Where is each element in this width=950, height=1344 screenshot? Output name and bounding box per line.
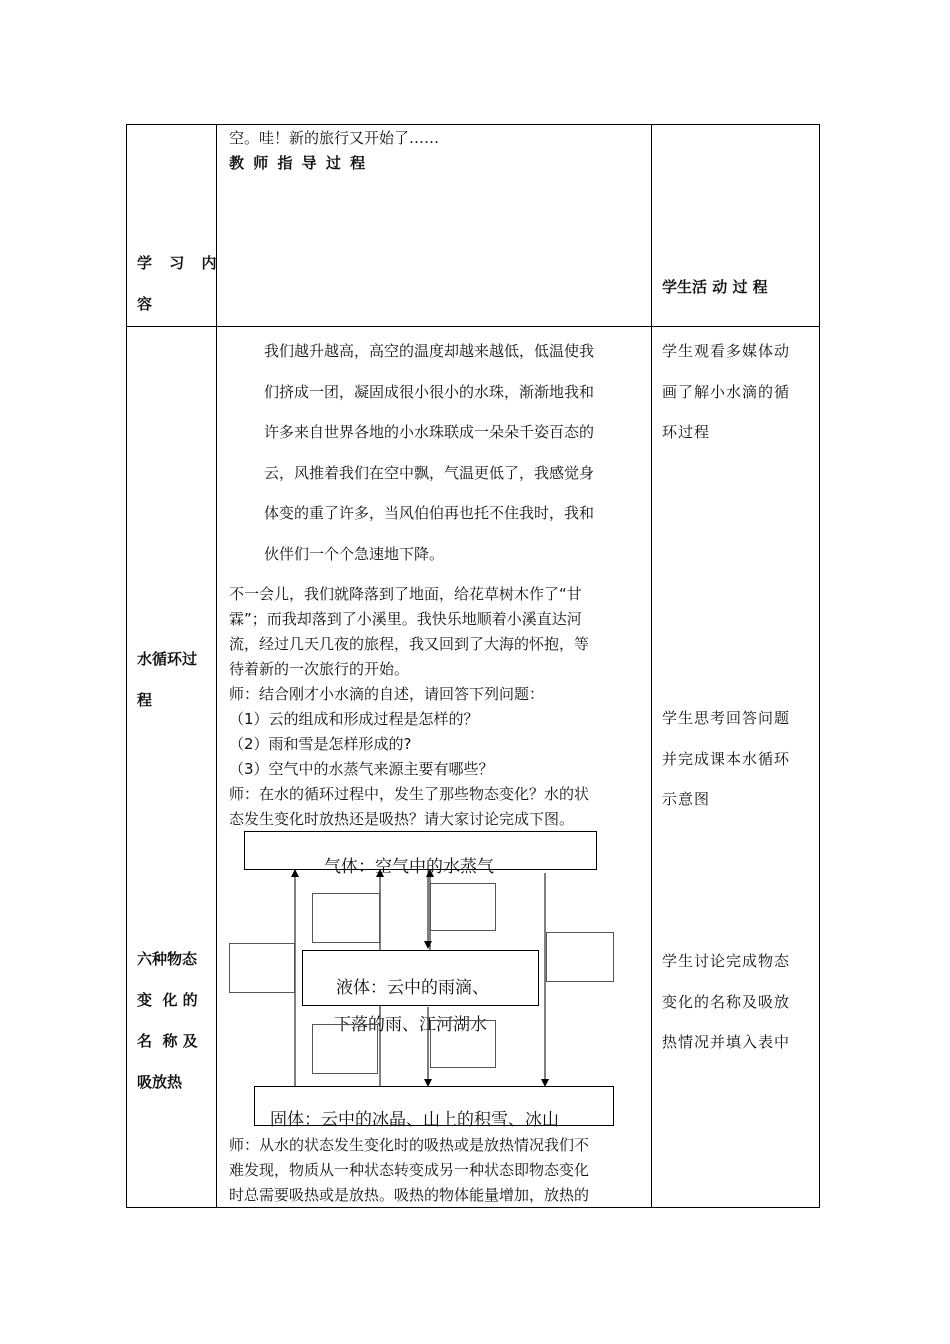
column-divider [216, 124, 217, 1208]
answer-box[interactable] [430, 883, 496, 931]
row-divider [126, 326, 820, 327]
activity-line: 变化的名称及吸放 [662, 992, 791, 1011]
conclusion-line: 难发现，物质从一种状态转变成另一种状态即物态变化 [229, 1161, 590, 1179]
solid-state-label: 固体：云中的冰晶、山上的积雪、冰山 [270, 1110, 559, 1130]
activity-line: 学生讨论完成物态 [662, 952, 791, 970]
student-activity-2 [662, 698, 816, 820]
activity-line: 画了解小水滴的循 [662, 382, 791, 401]
para-line: 态发生变化时放热还是吸热？请大家讨论完成下图。 [229, 810, 575, 828]
activity-line: 学生思考回答问题 [662, 709, 791, 727]
six-changes-label-3: 名 称 及 [137, 1032, 198, 1050]
student-activity-1 [662, 331, 816, 453]
para-line: 霖”；而我却落到了小溪里。我快乐地顺着小溪直达河 [229, 610, 582, 628]
conclusion-line: 时总需要吸热或是放热。吸热的物体能量增加，放热的 [229, 1186, 590, 1204]
water-cycle-label-cont: 程 [137, 691, 153, 709]
student-activity-heading: 学生活 动 过 程 [662, 278, 768, 296]
activity-line: 示意图 [662, 790, 711, 808]
story-line: 伙伴们一个个急速地下降。 [264, 544, 445, 563]
para-line: （2）雨和雪是怎样形成的? [229, 735, 412, 753]
story-line: 们挤成一团，凝固成很小很小的水珠，渐渐地我和 [264, 382, 595, 401]
answer-box[interactable] [312, 1024, 378, 1074]
para-line: 师：在水的循环过程中，发生了那些物态变化？水的状 [229, 785, 590, 803]
activity-line: 环过程 [662, 423, 711, 441]
para-line: 待着新的一次旅行的开始。 [229, 660, 410, 678]
para-line: （1）云的组成和形成过程是怎样的？ [229, 710, 479, 728]
answer-box[interactable] [546, 932, 614, 982]
student-activity-3 [662, 941, 816, 1063]
activity-line: 并完成课本水循环 [662, 749, 791, 768]
gas-state-label: 气体：空气中的水蒸气 [324, 857, 494, 877]
water-cycle-label: 水循环过 [137, 650, 198, 668]
story-line: 云，风推着我们在空中飘，气温更低了，我感觉身 [264, 463, 595, 482]
teacher-guidance-heading: 教 师 指 导 过 程 [229, 154, 368, 172]
para-line: 流，经过几天几夜的旅程，我又回到了大海的怀抱，等 [229, 635, 590, 653]
six-changes-label-4: 吸放热 [137, 1073, 183, 1091]
study-content-label-cont: 容 [137, 295, 153, 313]
column-divider [651, 124, 652, 1208]
para-line: 不一会儿，我们就降落到了地面，给花草树木作了“甘 [229, 585, 582, 603]
liquid-state-label-2: 下落的雨、江河湖水 [334, 1015, 487, 1035]
conclusion-line: 师：从水的状态发生变化时的吸热或是放热情况我们不 [229, 1136, 590, 1154]
answer-box[interactable] [312, 893, 380, 943]
story-line: 体变的重了许多，当风伯伯再也托不住我时，我和 [264, 504, 595, 522]
six-changes-label-2: 变 化 的 [137, 991, 198, 1009]
story-line: 我们越升越高，高空的温度却越来越低，低温使我 [264, 342, 595, 360]
answer-box[interactable] [430, 1020, 496, 1068]
para-line: （3）空气中的水蒸气来源主要有哪些？ [229, 760, 494, 778]
teacher-conclusion [229, 1133, 649, 1208]
activity-line: 热情况并填入表中 [662, 1033, 791, 1051]
story-line: 许多来自世界各地的小水珠联成一朵朵千姿百态的 [264, 423, 595, 441]
para-line: 师：结合刚才小水滴的自述，请回答下列问题： [229, 685, 545, 703]
activity-line: 学生观看多媒体动 [662, 342, 791, 360]
continuation-text: 空。哇！新的旅行又开始了…… [229, 129, 440, 147]
six-changes-label: 六种物态 [137, 950, 198, 968]
liquid-state-label: 液体：云中的雨滴、 [336, 978, 489, 998]
answer-box[interactable] [229, 943, 295, 993]
story-narrative [264, 331, 644, 574]
teacher-paragraph [229, 582, 649, 832]
study-content-label: 学 习 内 [137, 254, 223, 272]
